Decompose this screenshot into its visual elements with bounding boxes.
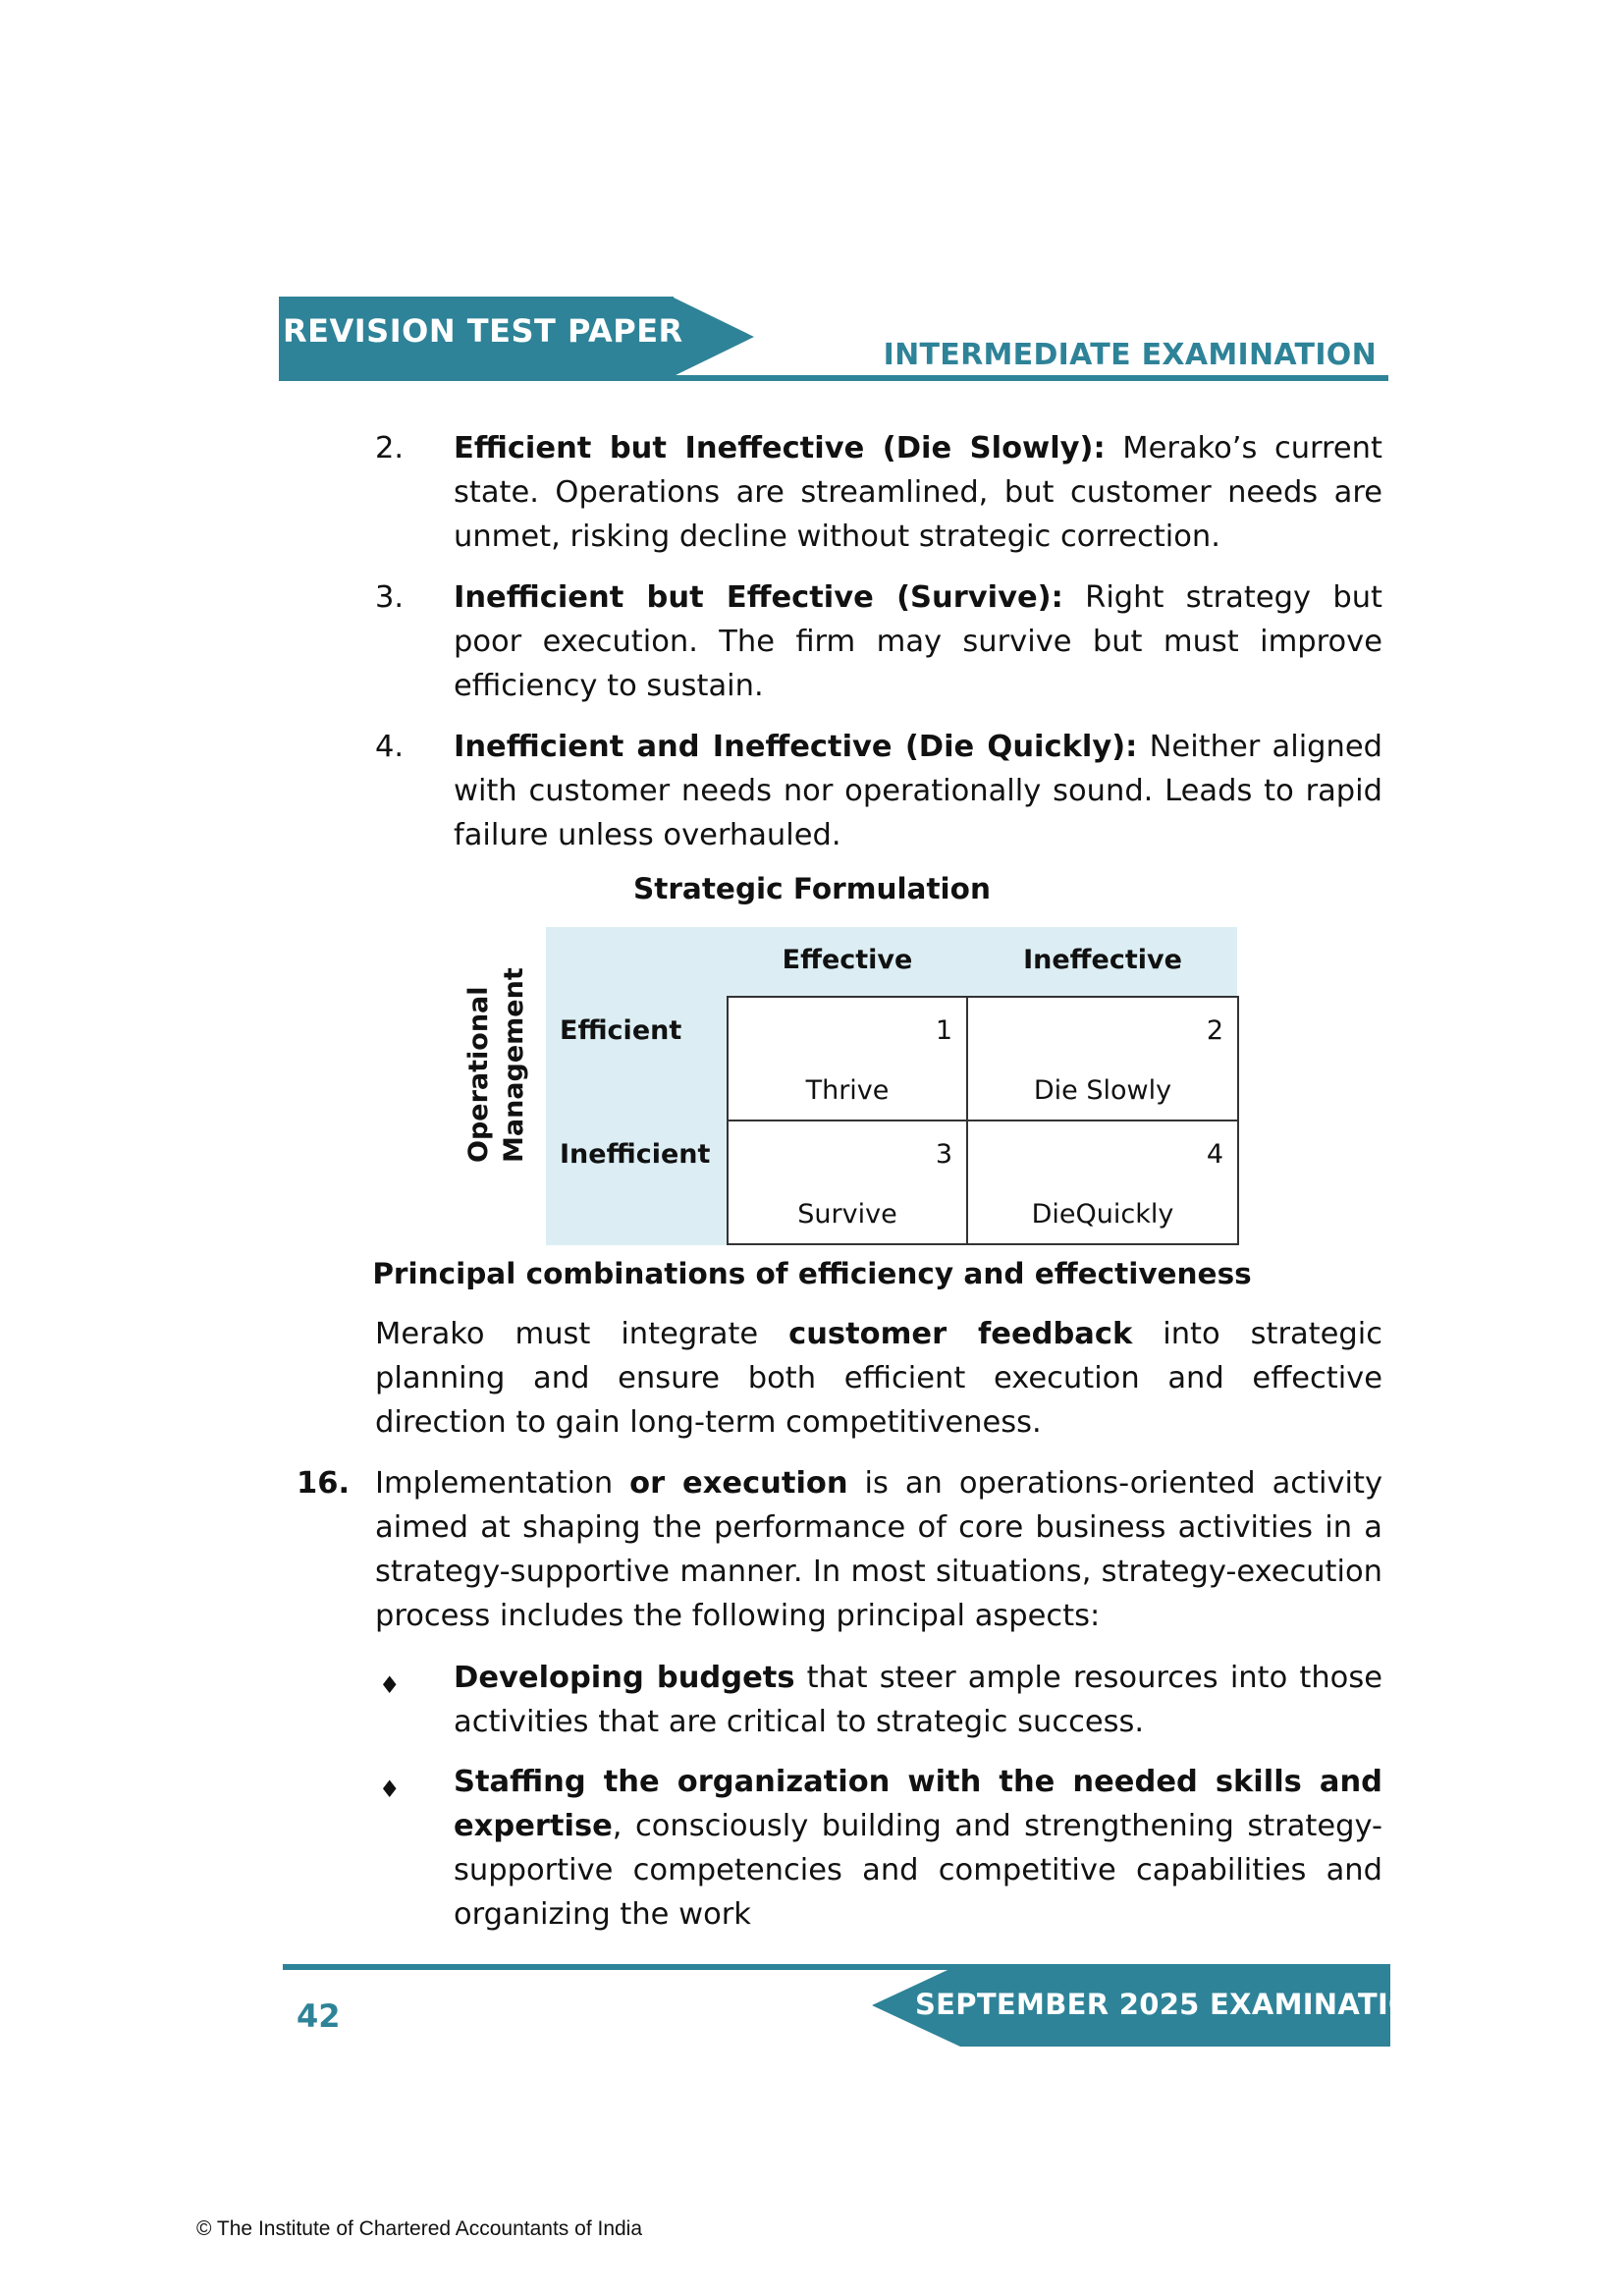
matrix-column-ineffective: Ineffective [1023,945,1182,975]
header-left-title: REVISION TEST PAPER [283,312,683,350]
item-2-heading: Efficient but Ineffective (Die Slowly): [454,431,1106,465]
matrix-row-efficient: Efficient [560,1015,682,1046]
header-banner-arrow [672,297,754,377]
bullet-2-text [454,1760,1382,1937]
item-2-text [454,426,1382,559]
item-3-number: 3. [375,580,405,615]
item-2-body: Merako’s current state. Operations are streamlined, but customer needs are unmet, risking decline without strategic correction. [454,431,1382,554]
matrix-title: Strategic Formulation [633,872,991,905]
item-3-heading: Inefficient but Effective (Survive): [454,580,1063,615]
page-number: 42 [297,1997,341,2035]
item-2-number: 2. [375,431,405,465]
matrix-cell-thrive [727,996,968,1121]
bullet-diamond-icon: ♦ [379,1671,401,1699]
q16-post: is an operations-oriented activity aimed at shaping the performance of core business activities in a strategy-supportive manner. In most situations, strategy-execution process includes the following principal aspects: [375,1466,1382,1633]
item-4-heading: Inefficient and Ineffective (Die Quickly): [454,730,1138,764]
matrix-cell-die-slowly [966,996,1239,1121]
matrix-cell-label: DieQuickly [1031,1199,1174,1230]
matrix-cell-survive [727,1120,968,1245]
q16-bold: or execution [629,1466,848,1501]
bullet-1-heading: Developing budgets [454,1661,795,1695]
matrix-cell-label: Die Slowly [1033,1075,1172,1106]
bullet-1-text [454,1656,1382,1744]
summary-post: into strategic planning and ensure both efficient execution and effective direction to gain long-term competitiveness. [375,1317,1382,1440]
summary-bold: customer feedback [788,1317,1133,1351]
footer-exam-title: SEPTEMBER 2025 EXAMINATION [915,1988,1437,2021]
item-4-number: 4. [375,730,405,764]
matrix-cell-number: 2 [1206,1015,1223,1046]
matrix-row-inefficient: Inefficient [560,1139,711,1170]
matrix-cell-label: Thrive [805,1075,890,1106]
item-4-text [454,725,1382,857]
bullet-2-heading: Staffing the organization with the needed skills and expertise [454,1765,1382,1843]
matrix-column-effective: Effective [782,945,913,975]
matrix-cell-number: 4 [1206,1139,1223,1170]
header-right-title: INTERMEDIATE EXAMINATION [883,338,1377,372]
item-3-body: Right strategy but poor execution. The firm may survive but must improve efficiency to sustain. [454,580,1382,703]
matrix-side-label-line-2: Management [499,967,529,1163]
matrix-cell-label: Survive [797,1199,897,1230]
question-16-text [375,1461,1382,1638]
q16-pre: Implementation [375,1466,630,1501]
matrix-caption: Principal combinations of efficiency and effectiveness [372,1257,1252,1290]
summary-pre: Merako must integrate [375,1317,789,1351]
header-rule [279,375,1388,381]
matrix-side-label [461,967,532,1163]
item-4-body: Neither aligned with customer needs nor operationally sound. Leads to rapid failure unless overhauled. [454,730,1382,852]
matrix-cell-number: 1 [935,1015,952,1046]
item-3-text [454,575,1382,708]
matrix-cell-number: 3 [935,1139,952,1170]
question-16-number: 16. [297,1466,351,1501]
bullet-diamond-icon: ♦ [379,1776,401,1803]
summary-paragraph [375,1312,1382,1445]
matrix-cell-die-quickly [966,1120,1239,1245]
bullet-1-body: that steer ample resources into those activities that are critical to strategic success. [454,1661,1382,1739]
bullet-2-body: , consciously building and strengthening strategy-supportive competencies and competitive capabilities and organizing the work [454,1809,1382,1932]
matrix-side-label-line-1: Operational [463,986,494,1163]
copyright-notice: © The Institute of Chartered Accountants of India [196,2217,643,2240]
